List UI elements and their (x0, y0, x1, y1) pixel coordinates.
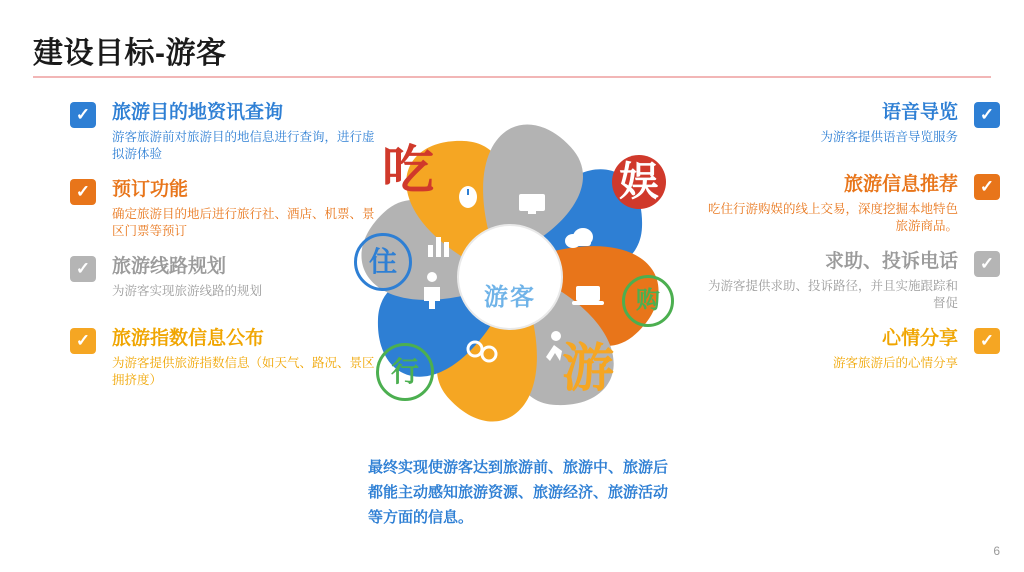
feature-description: 为游客提供旅游指数信息（如天气、路况、景区拥挤度） (112, 356, 375, 387)
list-item[interactable] (70, 326, 380, 389)
feature-heading: 旅游指数信息公布 (112, 328, 265, 349)
list-item[interactable] (700, 172, 1000, 235)
glyph-stay: 住 (354, 233, 412, 291)
feature-heading: 旅游目的地资讯查询 (112, 102, 284, 123)
right-feature-column (700, 100, 1000, 398)
feature-heading: 旅游信息推荐 (843, 174, 958, 195)
feature-description: 吃住行游购娱的线上交易，深度挖掘本地特色旅游商品。 (707, 202, 958, 233)
glyph-transport: 行 (376, 343, 434, 401)
feature-description: 为游客提供求助、投诉路径，并且实施跟踪和督促 (707, 279, 958, 310)
title-divider (33, 76, 991, 78)
checkbox-checked-icon[interactable]: ✓ (70, 256, 96, 282)
glyph-entertainment: 娱 (612, 155, 666, 209)
page-number: 6 (993, 544, 1000, 558)
checkbox-checked-icon[interactable]: ✓ (70, 102, 96, 128)
list-item[interactable] (70, 100, 380, 163)
list-item[interactable] (700, 100, 1000, 158)
list-item[interactable] (700, 249, 1000, 312)
list-item[interactable] (70, 177, 380, 240)
left-feature-column (70, 100, 380, 403)
pinwheel-diagram (340, 105, 680, 435)
glyph-eat (382, 142, 435, 200)
feature-heading: 预订功能 (112, 179, 189, 200)
glyph-shopping: 购 (622, 275, 674, 327)
checkbox-checked-icon[interactable]: ✓ (974, 251, 1000, 277)
checkbox-checked-icon[interactable]: ✓ (70, 328, 96, 354)
feature-description: 为游客提供语音导览服务 (820, 130, 958, 144)
feature-heading: 旅游线路规划 (112, 256, 227, 277)
feature-description: 游客旅游后的心情分享 (832, 356, 958, 370)
feature-heading: 心情分享 (881, 328, 958, 349)
list-item[interactable] (700, 326, 1000, 384)
glyph-eat-text: 吃 (382, 142, 435, 200)
checkbox-checked-icon[interactable]: ✓ (974, 102, 1000, 128)
summary-text: 最终实现使游客达到旅游前、旅游中、旅游后都能主动感知旅游资源、旅游经济、旅游活动等方面的信息。 (368, 459, 669, 526)
list-item[interactable] (70, 254, 380, 312)
feature-description: 为游客实现旅游线路的规划 (112, 284, 263, 298)
checkbox-checked-icon[interactable]: ✓ (70, 179, 96, 205)
hub-label: 游客 (484, 284, 536, 311)
feature-heading: 语音导览 (881, 102, 958, 123)
page-title: 建设目标-游客 (33, 37, 227, 70)
glyph-travel: 游 (562, 340, 615, 398)
feature-description: 游客旅游前对旅游目的地信息进行查询，进行虚拟游体验 (112, 130, 375, 161)
feature-heading: 求助、投诉电话 (824, 251, 958, 272)
checkbox-checked-icon[interactable]: ✓ (974, 174, 1000, 200)
feature-description: 确定旅游目的地后进行旅行社、酒店、机票、景区门票等预订 (112, 207, 375, 238)
checkbox-checked-icon[interactable]: ✓ (974, 328, 1000, 354)
